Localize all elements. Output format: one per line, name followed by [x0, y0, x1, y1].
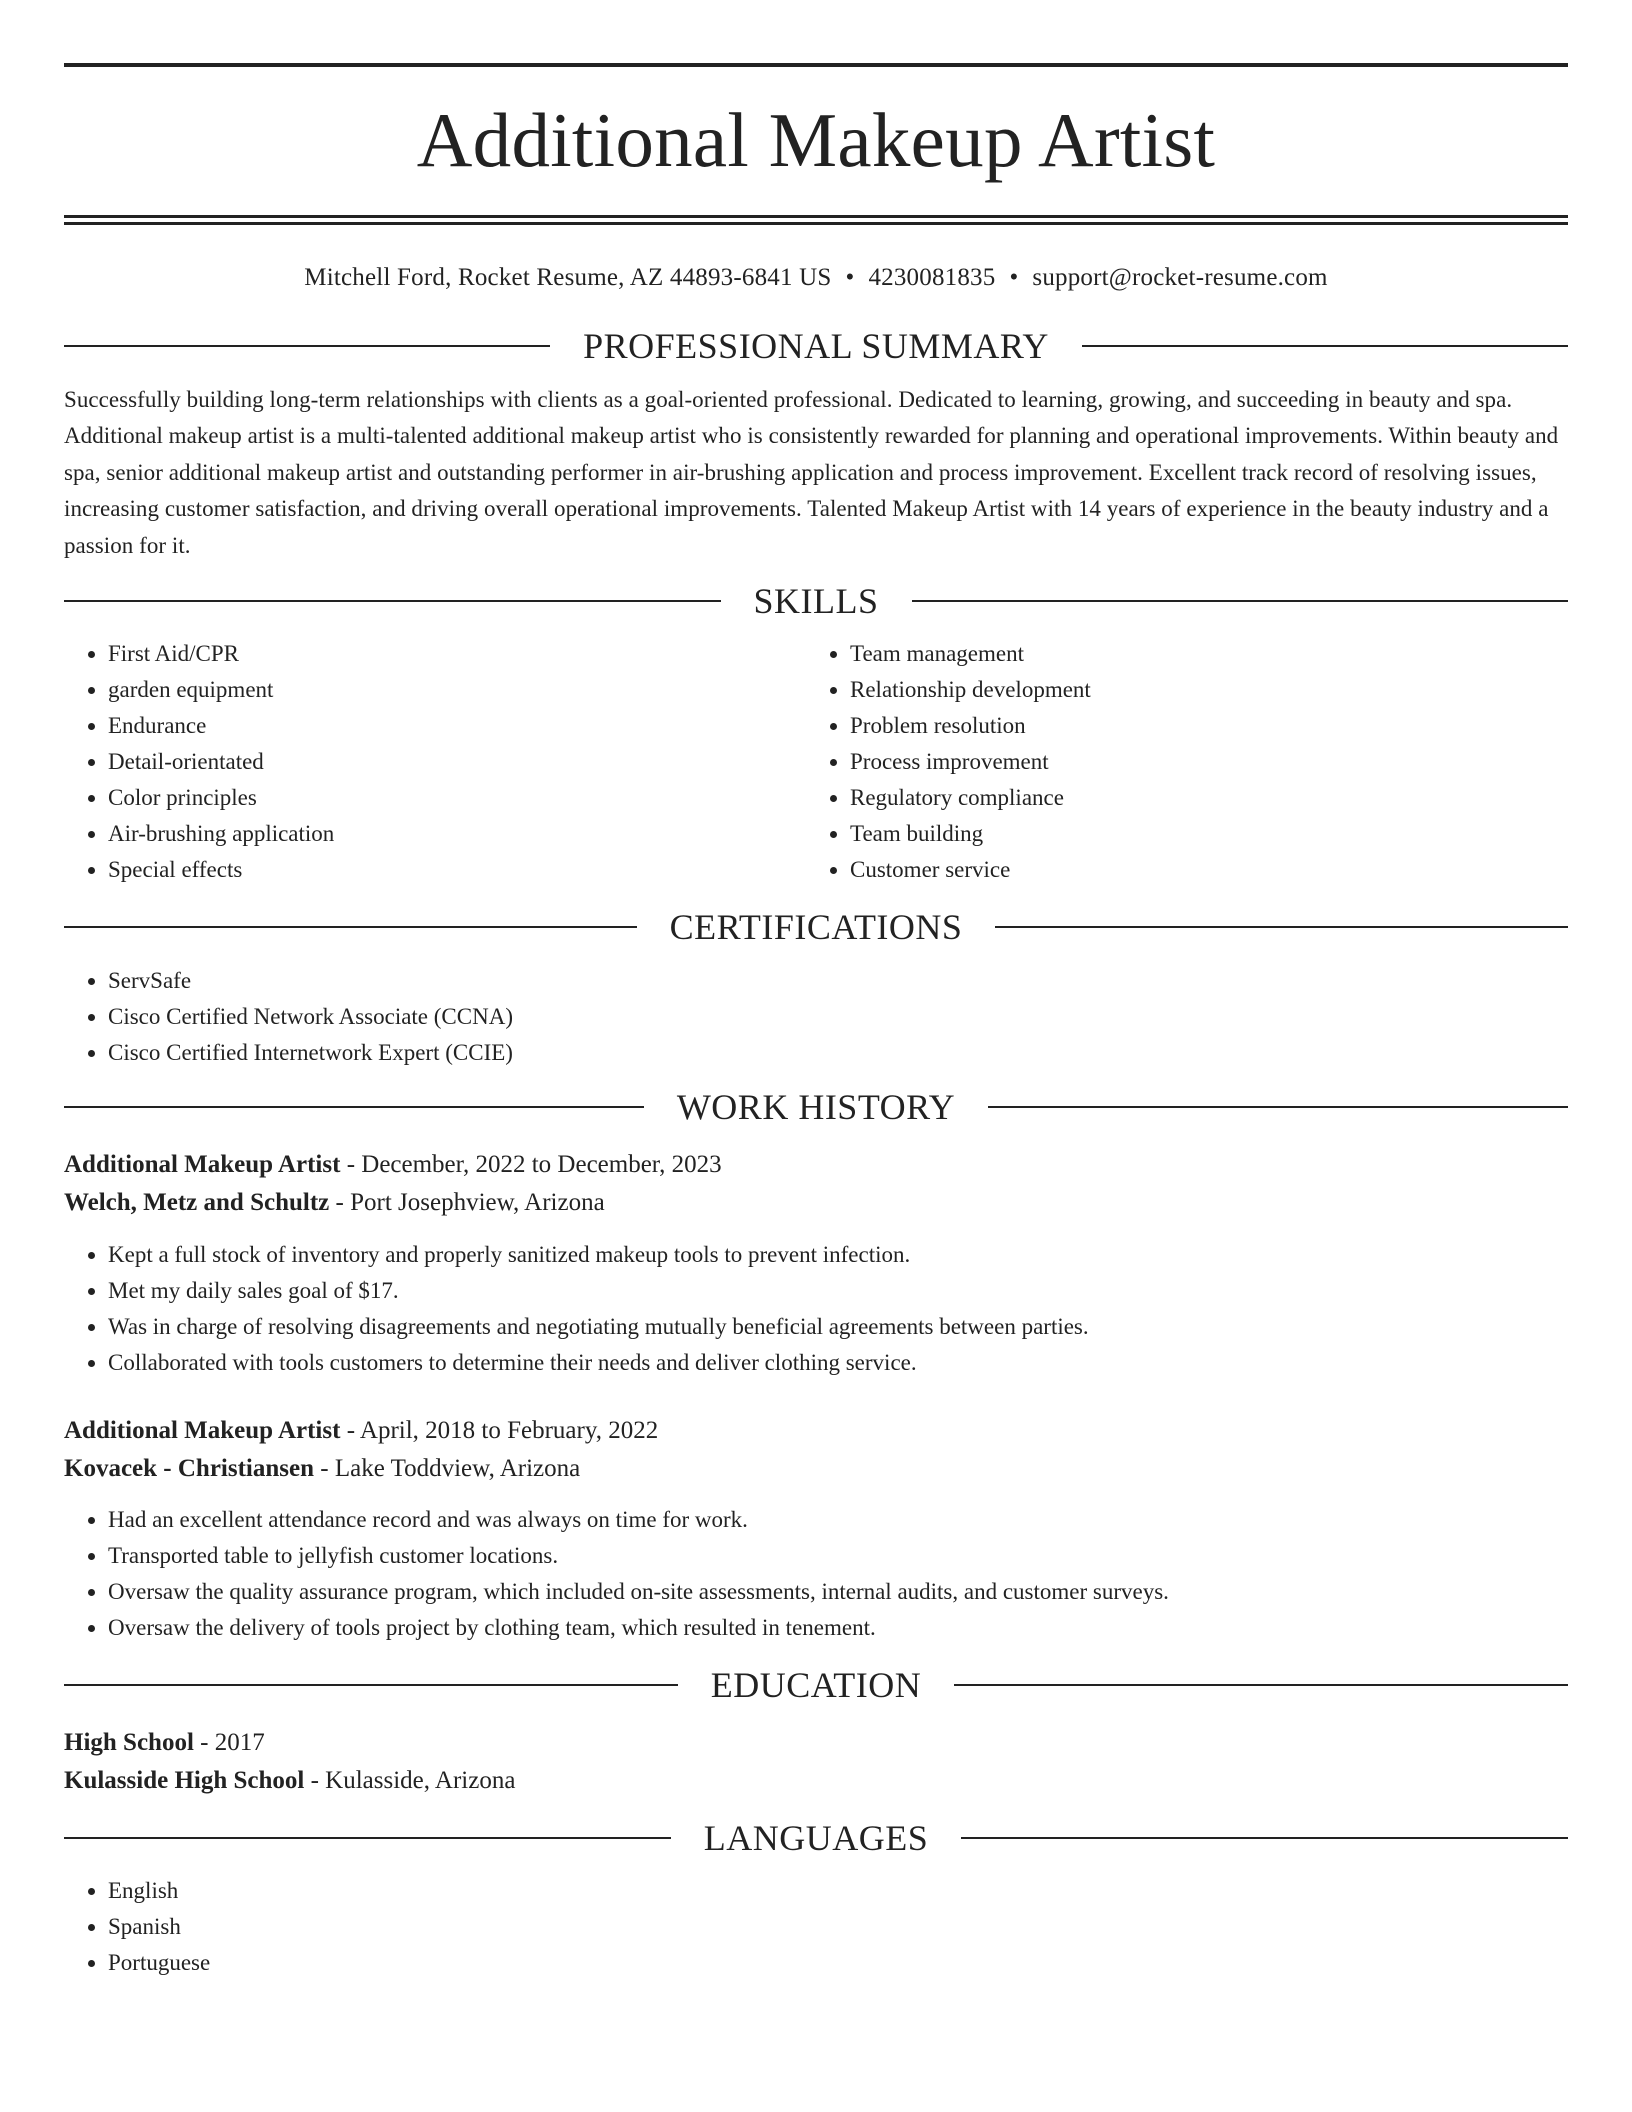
- contact-address: Mitchell Ford, Rocket Resume, AZ 44893-6841 US: [304, 264, 832, 291]
- skill-item: • Process improvement: [850, 744, 1548, 780]
- heading-rule-right: [988, 1106, 1568, 1108]
- job-location: - Port Josephview, Arizona: [329, 1189, 605, 1217]
- heading-rule-right: [912, 600, 1569, 602]
- summary-text: Successfully building long-term relationships with clients as a goal-oriented professional. Dedicated to learning, growing, and succeeding in beauty and spa. Additional makeup artist is a multi-talented additional makeup artist who is consistently rewarded for planning and operational improvements. Within beauty and spa, senior additional makeup artist and outstanding performer in air-brushing application and process improvement. Excellent track record of resolving issues, increasing customer satisfaction, and driving overall operational improvements. Talented Makeup Artist with 14 years of experience in the beauty industry and a passion for it.: [64, 387, 1559, 558]
- education-heading: [64, 1663, 1568, 1707]
- heading-rule-left: [64, 1837, 671, 1839]
- work-heading-label: WORK HISTORY: [676, 1087, 956, 1128]
- skills-right-list: [806, 636, 1548, 888]
- contact-separator: •: [1009, 264, 1019, 291]
- skill-item: • Detail-orientated: [108, 744, 806, 780]
- job-title: Additional Makeup Artist: [64, 1417, 341, 1445]
- skill-item: • Problem resolution: [850, 708, 1548, 744]
- language-item: • Spanish: [108, 1909, 1568, 1945]
- certification-item: • ServSafe: [108, 963, 1568, 999]
- job-bullet: • Met my daily sales goal of $17.: [108, 1273, 1568, 1309]
- skill-item: • Color principles: [108, 780, 806, 816]
- job-location: - Lake Toddview, Arizona: [314, 1455, 581, 1483]
- job-title-line: [64, 1146, 1568, 1184]
- certifications-list: [64, 963, 1568, 1071]
- education-school-line: [64, 1762, 1568, 1800]
- certification-item: • Cisco Certified Network Associate (CCNA): [108, 999, 1568, 1035]
- heading-rule-left: [64, 926, 637, 928]
- heading-rule-left: [64, 345, 550, 347]
- job-bullets: [64, 1502, 1568, 1646]
- summary-heading: [64, 324, 1568, 368]
- job-bullet: • Kept a full stock of inventory and properly sanitized makeup tools to prevent infection.: [108, 1237, 1568, 1273]
- skills-heading-label: SKILLS: [753, 581, 879, 622]
- education-location: - Kulasside, Arizona: [304, 1767, 516, 1795]
- skills-columns: [64, 636, 1568, 888]
- education-degree-line: [64, 1724, 1568, 1762]
- education-entry: [64, 1724, 1568, 1800]
- heading-rule-left: [64, 1106, 644, 1108]
- skill-item: • Endurance: [108, 708, 806, 744]
- skills-left-column: [64, 636, 806, 888]
- skill-item: • Regulatory compliance: [850, 780, 1548, 816]
- top-rule: [64, 63, 1568, 67]
- job-company-line: [64, 1450, 1568, 1488]
- job-dates: - April, 2018 to February, 2022: [340, 1417, 659, 1445]
- education-heading-label: EDUCATION: [710, 1665, 922, 1706]
- skills-left-list: [64, 636, 806, 888]
- skills-heading: [64, 579, 1568, 623]
- job-entry: [64, 1146, 1568, 1381]
- heading-rule-right: [954, 1684, 1568, 1686]
- certifications-heading-label: CERTIFICATIONS: [669, 907, 963, 948]
- job-bullet: • Was in charge of resolving disagreements and negotiating mutually beneficial agreements between parties.: [108, 1309, 1568, 1345]
- languages-heading-label: LANGUAGES: [703, 1818, 929, 1859]
- education-school: Kulasside High School: [64, 1767, 305, 1795]
- job-bullet: • Had an excellent attendance record and was always on time for work.: [108, 1502, 1568, 1538]
- skill-item: • Team building: [850, 816, 1548, 852]
- resume-title: Additional Makeup Artist: [416, 97, 1216, 183]
- skill-item: • Team management: [850, 636, 1548, 672]
- certifications-heading: [64, 905, 1568, 949]
- job-bullet: • Oversaw the quality assurance program, which included on-site assessments, internal audits, and customer surveys.: [108, 1574, 1568, 1610]
- job-company: Kovacek - Christiansen: [64, 1455, 314, 1483]
- title-double-rule: [64, 215, 1568, 225]
- heading-rule-left: [64, 1684, 678, 1686]
- work-heading: [64, 1085, 1568, 1129]
- job-dates: - December, 2022 to December, 2023: [340, 1151, 722, 1179]
- job-bullet: • Collaborated with tools customers to determine their needs and deliver clothing service.: [108, 1345, 1568, 1381]
- education-year: - 2017: [193, 1729, 265, 1757]
- job-bullet: • Transported table to jellyfish customer locations.: [108, 1538, 1568, 1574]
- education-degree: High School: [64, 1729, 194, 1757]
- heading-rule-left: [64, 600, 721, 602]
- contact-separator: •: [845, 264, 855, 291]
- languages-heading: [64, 1816, 1568, 1860]
- contact-phone: 4230081835: [868, 264, 996, 291]
- certification-item: • Cisco Certified Internetwork Expert (CCIE): [108, 1035, 1568, 1071]
- job-entry: [64, 1412, 1568, 1646]
- skill-item: • garden equipment: [108, 672, 806, 708]
- heading-rule-right: [1082, 345, 1568, 347]
- skill-item: • Relationship development: [850, 672, 1548, 708]
- languages-list: [64, 1873, 1568, 1981]
- job-bullet: • Oversaw the delivery of tools project by clothing team, which resulted in tenement.: [108, 1610, 1568, 1646]
- contact-email: support@rocket-resume.com: [1032, 264, 1328, 291]
- job-bullets: [64, 1237, 1568, 1381]
- heading-rule-right: [961, 1837, 1568, 1839]
- skill-item: • First Aid/CPR: [108, 636, 806, 672]
- job-title: Additional Makeup Artist: [64, 1151, 341, 1179]
- skill-item: • Air-brushing application: [108, 816, 806, 852]
- job-company: Welch, Metz and Schultz: [64, 1189, 330, 1217]
- contact-line: [64, 261, 1568, 295]
- language-item: • English: [108, 1873, 1568, 1909]
- skills-right-column: [806, 636, 1548, 888]
- language-item: • Portuguese: [108, 1945, 1568, 1981]
- heading-rule-right: [995, 926, 1568, 928]
- skill-item: • Customer service: [850, 852, 1548, 888]
- job-company-line: [64, 1184, 1568, 1222]
- skill-item: • Special effects: [108, 852, 806, 888]
- summary-heading-label: PROFESSIONAL SUMMARY: [583, 326, 1049, 366]
- job-title-line: [64, 1412, 1568, 1450]
